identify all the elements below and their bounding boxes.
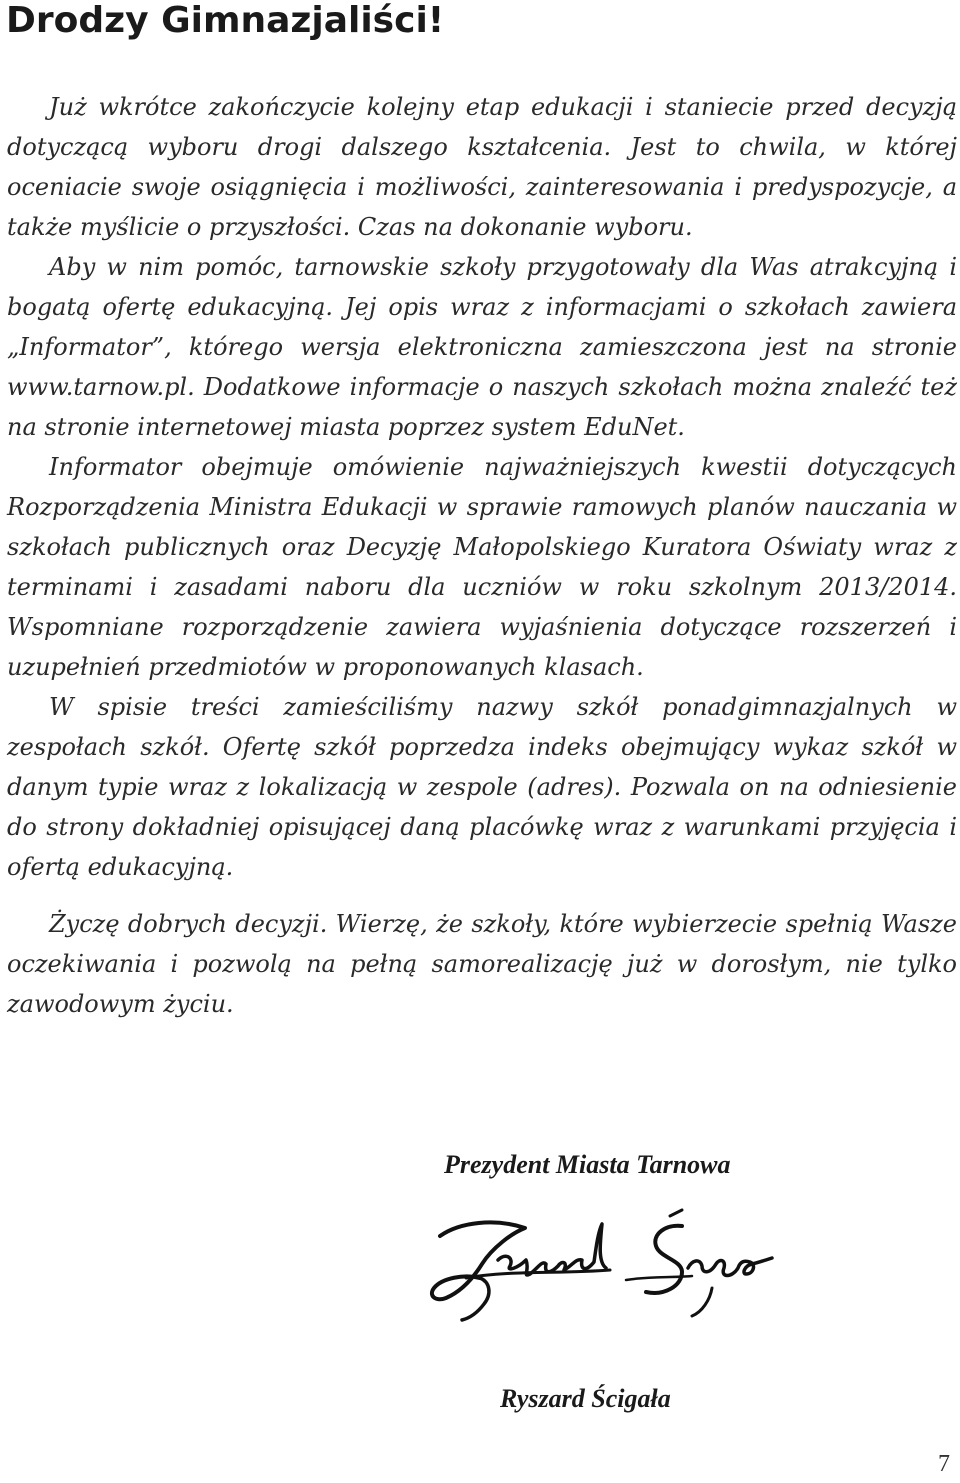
signatory-name: Ryszard Ścigała: [500, 1384, 671, 1413]
letter-body: [7, 87, 957, 1024]
paragraph-wishes: Życzę dobrych decyzji. Wierzę, że szkoły, które wybierzecie spełnią Wasze oczekiwania i pozwolą na pełną samorealizację już w dorosłym, nie tylko zawodowym życiu.: [7, 910, 957, 1018]
page-number: 7: [938, 1451, 950, 1477]
handwritten-signature: [420, 1208, 790, 1328]
signatory-title: Prezydent Miasta Tarnowa: [444, 1150, 731, 1179]
paragraph-offer: Aby w nim pomóc, tarnowskie szkoły przygotowały dla Was atrakcyjną i bogatą ofertę edukacyjną. Jej opis wraz z informacjami o szkołach zawiera „Informator”, którego wersja elektroniczna zamieszczona jest na stronie www.tarnow.pl. Dodatkowe informacje o naszych szkołach można znaleźć też na stronie internetowej miasta poprzez system EduNet.: [7, 253, 957, 441]
paragraph-contents: W spisie treści zamieściliśmy nazwy szkół ponadgimnazjalnych w zespołach szkół. Ofertę szkół poprzedza indeks obejmujący wykaz szkół w danym typie wraz z lokalizacją w zespole (adres). Pozwala on na odniesienie do strony dokładniej opisującej daną placówkę wraz z warunkami przyjęcia i ofertą edukacyjną.: [7, 693, 957, 881]
paragraph-intro: Już wkrótce zakończycie kolejny etap edukacji i staniecie przed decyzją dotyczącą wyboru drogi dalszego kształcenia. Jest to chwila, w której oceniacie swoje osiągnięcia i możliwości, zainteresowania i predyspozycje, a także myślicie o przyszłości. Czas na dokonanie wyboru.: [7, 93, 957, 241]
paragraph-informator: Informator obejmuje omówienie najważniejszych kwestii dotyczących Rozporządzenia Ministra Edukacji w sprawie ramowych planów nauczania w szkołach publicznych oraz Decyzję Małopolskiego Kuratora Oświaty wraz z terminami i zasadami naboru dla uczniów w roku szkolnym 2013/2014. Wspomniane rozporządzenie zawiera wyjaśnienia dotyczące rozszerzeń i uzupełnień przedmiotów w proponowanych klasach.: [7, 453, 957, 681]
page-title: Drodzy Gimnazjaliści!: [6, 0, 445, 41]
